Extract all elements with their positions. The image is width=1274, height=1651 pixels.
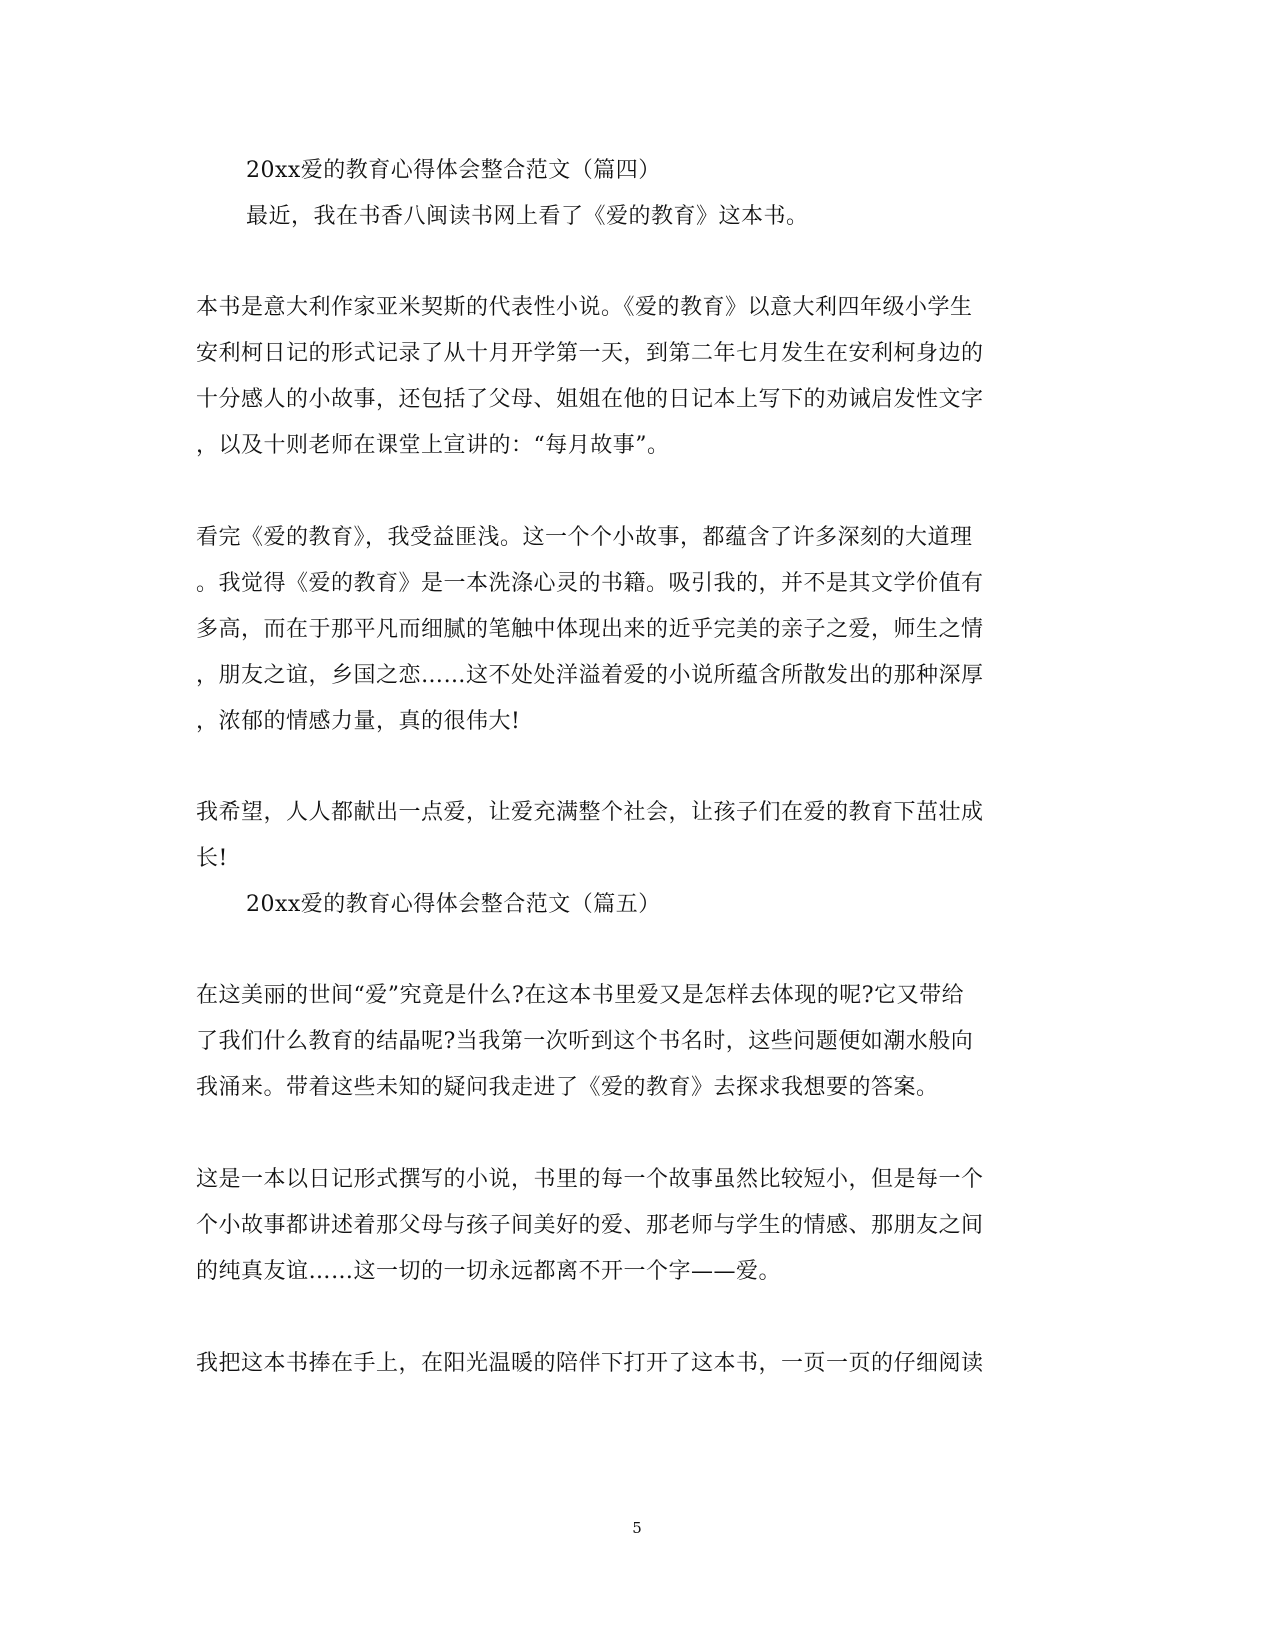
paragraph-line: 在这美丽的世间“爱”究竟是什么?在这本书里爱又是怎样去体现的呢?它又带给 [196,983,965,1008]
paragraph-line: 。我觉得《爱的教育》是一本洗涤心灵的书籍。吸引我的，并不是其文学价值有 [196,571,984,596]
paragraph-line: 本书是意大利作家亚米契斯的代表性小说。《爱的教育》以意大利四年级小学生 [196,295,973,320]
page-number: 5 [632,1519,642,1537]
section-heading-part-four: 20xx爱的教育心得体会整合范文（篇四） [246,158,661,183]
paragraph-line: 个小故事都讲述着那父母与孩子间美好的爱、那老师与学生的情感、那朋友之间 [196,1213,984,1238]
paragraph-line: 多高，而在于那平凡而细腻的笔触中体现出来的近乎完美的亲子之爱，师生之情 [196,617,984,642]
paragraph-line: ，以及十则老师在课堂上宣讲的：“每月故事”。 [196,433,670,458]
paragraph-line: 了我们什么教育的结晶呢?当我第一次听到这个书名时，这些问题便如潮水般向 [196,1029,974,1054]
paragraph-line: 看完《爱的教育》，我受益匪浅。这一个个小故事，都蕴含了许多深刻的大道理 [196,525,973,550]
paragraph-line: 十分感人的小故事，还包括了父母、姐姐在他的日记本上写下的劝诫启发性文字 [196,387,984,412]
paragraph-line: ，朋友之谊，乡国之恋……这不处处洋溢着爱的小说所蕴含所散发出的那种深厚 [196,663,984,688]
paragraph-line: 我希望，人人都献出一点爱，让爱充满整个社会，让孩子们在爱的教育下茁壮成 [196,800,984,825]
paragraph-line: 的纯真友谊……这一切的一切永远都离不开一个字——爱。 [196,1259,782,1284]
paragraph-line: 我把这本书捧在手上，在阳光温暖的陪伴下打开了这本书，一页一页的仔细阅读 [196,1351,984,1376]
paragraph-line: 我涌来。带着这些未知的疑问我走进了《爱的教育》去探求我想要的答案。 [196,1075,939,1100]
paragraph-line: 安利柯日记的形式记录了从十月开学第一天，到第二年七月发生在安利柯身边的 [196,341,984,366]
paragraph-line: 最近，我在书香八闽读书网上看了《爱的教育》这本书。 [246,204,809,229]
paragraph-line: 长! [196,846,228,871]
section-heading-part-five: 20xx爱的教育心得体会整合范文（篇五） [246,892,661,917]
paragraph-line: 这是一本以日记形式撰写的小说，书里的每一个故事虽然比较短小，但是每一个 [196,1167,984,1192]
paragraph-line: ，浓郁的情感力量，真的很伟大! [196,709,521,734]
